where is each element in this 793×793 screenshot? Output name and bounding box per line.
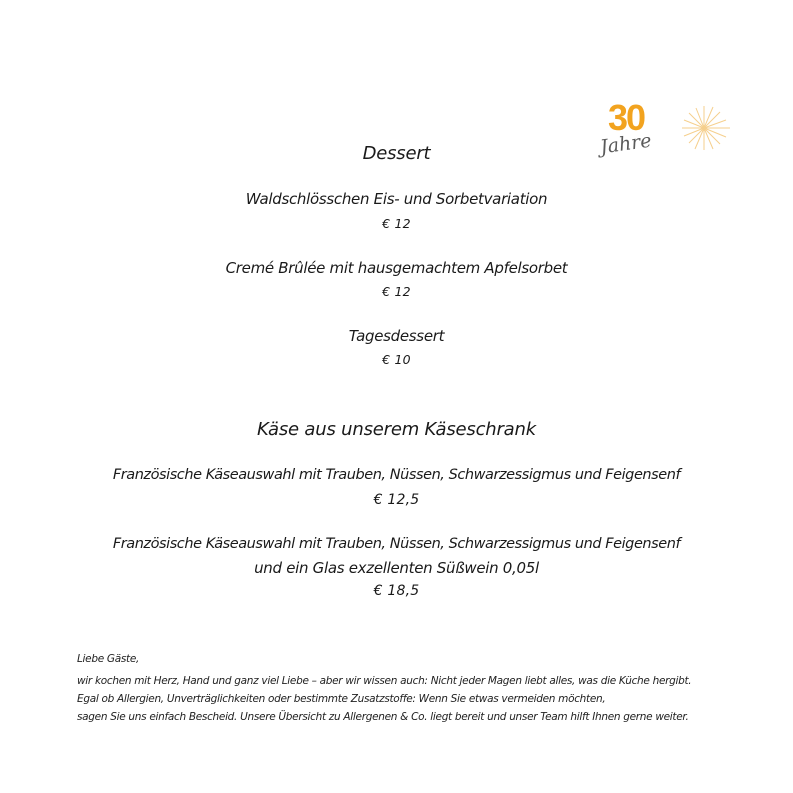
cheese-item-name: Französische Käseauswahl mit Trauben, Nüssen, Schwarzessigmus und Feigensenf bbox=[112, 536, 681, 552]
note-greeting: Liebe Gäste, bbox=[77, 653, 140, 665]
logo-number: 30 bbox=[608, 97, 645, 138]
cheese-item-name-line2: und ein Glas exzellenten Süßwein 0,05l bbox=[254, 559, 539, 577]
logo-word: Jahre bbox=[598, 129, 653, 159]
dessert-item-name: Tagesdessert bbox=[348, 327, 445, 345]
cheese-item-price: € 18,5 bbox=[373, 583, 420, 599]
cheese-heading: Käse aus unserem Käseschrank bbox=[257, 419, 536, 440]
dessert-heading: Dessert bbox=[362, 143, 431, 164]
dessert-item-price: € 12 bbox=[382, 216, 411, 231]
note-line: wir kochen mit Herz, Hand und ganz viel Liebe – aber wir wissen auch: Nicht jeder Magen liebt alles, was die Küche hergibt. bbox=[77, 675, 692, 687]
note-line: sagen Sie uns einfach Bescheid. Unsere Übersicht zu Allergenen & Co. liegt bereit und unser Team hilft Ihnen gerne weiter. bbox=[77, 711, 689, 723]
dessert-item-name: Waldschlösschen Eis- und Sorbetvariation bbox=[245, 190, 548, 208]
cheese-item-price: € 12,5 bbox=[373, 492, 420, 508]
dessert-item-name: Cremé Brûlée mit hausgemachtem Apfelsorbet bbox=[225, 259, 568, 277]
dessert-item-price: € 10 bbox=[382, 352, 411, 367]
dessert-item-price: € 12 bbox=[382, 284, 411, 299]
note-line: Egal ob Allergien, Unverträglichkeiten oder bestimmte Zusatzstoffe: Wenn Sie etwas vermeiden möchten, bbox=[77, 693, 606, 705]
cheese-item-name: Französische Käseauswahl mit Trauben, Nüssen, Schwarzessigmus und Feigensenf bbox=[112, 467, 681, 483]
